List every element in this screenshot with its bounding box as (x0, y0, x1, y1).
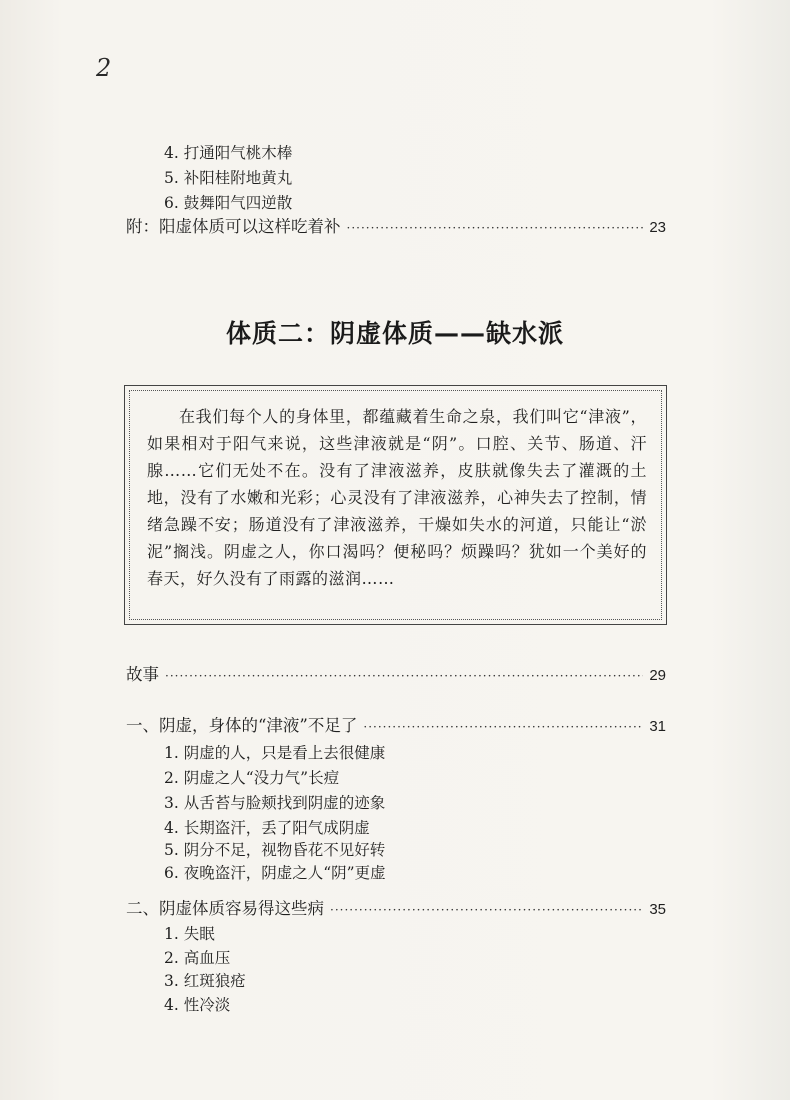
toc-entry-page: 35 (649, 901, 666, 918)
toc-sub-item[interactable]: 1. 失眠 (164, 925, 215, 943)
toc-entry-section-2[interactable] (126, 898, 666, 921)
toc-sub-item[interactable]: 6. 夜晚盗汗，阴虚之人“阴”更虚 (164, 864, 386, 882)
page-number: 2 (96, 54, 112, 82)
toc-sub-item[interactable]: 5. 阴分不足，视物昏花不见好转 (164, 841, 386, 859)
toc-sub-item[interactable]: 4. 长期盗汗，丢了阳气成阴虚 (164, 819, 370, 837)
toc-sub-item[interactable]: 3. 从舌苔与脸颊找到阴虚的迹象 (164, 794, 386, 812)
toc-entry-story[interactable] (126, 664, 666, 687)
toc-sub-item[interactable]: 1. 阴虚的人，只是看上去很健康 (164, 744, 386, 762)
toc-entry-section-1[interactable] (126, 715, 666, 738)
toc-entry-title: 二、阴虚体质容易得这些病 (126, 899, 324, 918)
toc-entry-title: 附：阳虚体质可以这样吃着补 (126, 217, 341, 236)
toc-entry-title: 一、阴虚，身体的“津液”不足了 (126, 716, 358, 735)
toc-sub-item[interactable]: 3. 红斑狼疮 (164, 972, 246, 990)
toc-sub-item[interactable]: 6. 鼓舞阳气四逆散 (164, 194, 293, 212)
leader-dots (347, 217, 644, 239)
toc-entry-page: 29 (649, 667, 666, 684)
toc-entry-title: 故事 (126, 665, 159, 684)
toc-entry-page: 23 (649, 219, 666, 236)
toc-sub-item[interactable]: 4. 打通阳气桃木棒 (164, 144, 293, 162)
toc-sub-item[interactable]: 2. 阴虚之人“没力气”长痘 (164, 769, 340, 787)
toc-sub-item[interactable]: 4. 性冷淡 (164, 996, 231, 1014)
chapter-title: 体质二：阴虚体质——缺水派 (225, 319, 564, 348)
toc-sub-item[interactable]: 5. 补阳桂附地黄丸 (164, 169, 293, 187)
toc-entry-appendix[interactable] (126, 216, 666, 239)
leader-dots (363, 716, 643, 738)
leader-dots (330, 899, 643, 921)
toc-entry-page: 31 (649, 718, 666, 735)
intro-text: 在我们每个人的身体里，都蕴藏着生命之泉，我们叫它“津液”，如果相对于阳气来说，这些津液就是“阴”。口腔、关节、肠道、汗腺……它们无处不在。没有了津液滋养，皮肤就像失去了灌溉的土地，没有了水嫩和光彩；心灵没有了津液滋养，心神失去了控制，情绪急躁不安；肠道没有了津液滋养，干燥如失水的河道，只能让“淤泥”搁浅。阴虚之人，你口渴吗？便秘吗？烦躁吗？犹如一个美好的春天，好久没有了雨露的滋润…… (147, 407, 647, 588)
toc-sub-item[interactable]: 2. 高血压 (164, 949, 231, 967)
leader-dots (165, 665, 643, 687)
